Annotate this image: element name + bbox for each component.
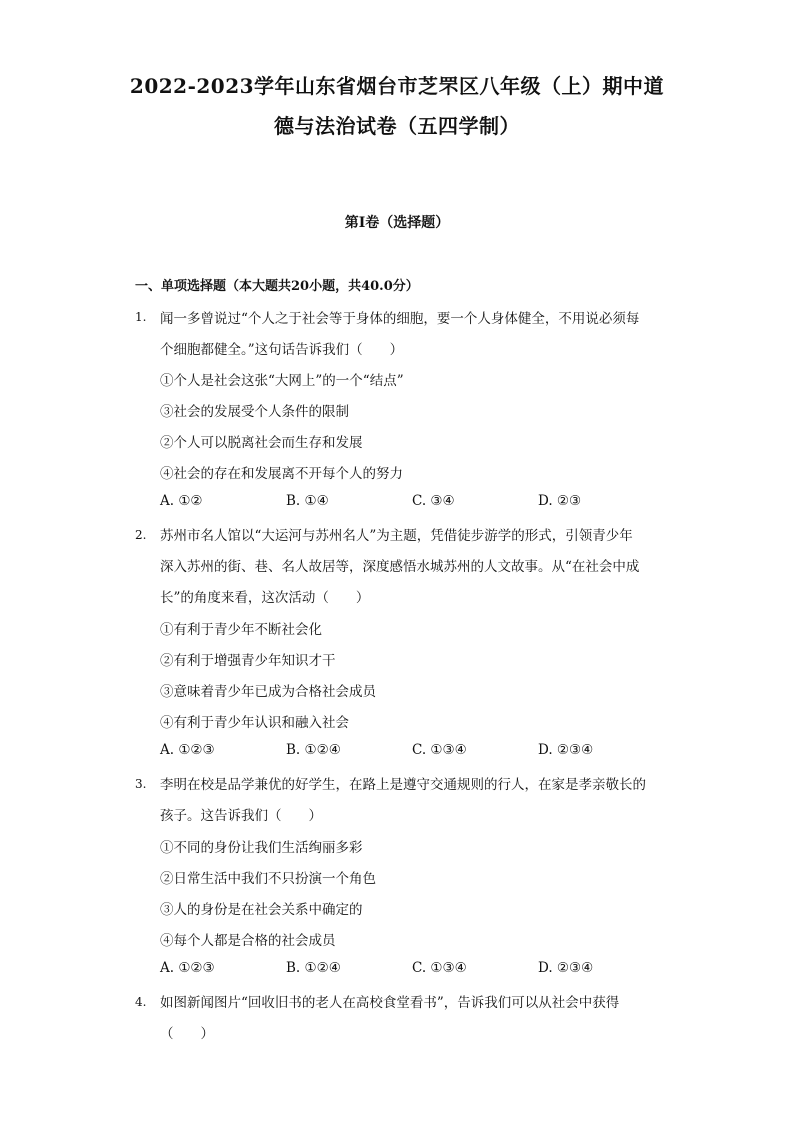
question-number: 1. xyxy=(135,310,147,324)
answer-option-a: A. ①②③ xyxy=(160,742,215,758)
question-item: ③人的身份是在社会关系中确定的 xyxy=(160,902,363,918)
question-item: ②日常生活中我们不只扮演一个角色 xyxy=(160,871,376,887)
document-title-line-2: 德与法治试卷（五四学制） xyxy=(274,114,520,138)
question-item: ④社会的存在和发展离不开每个人的努力 xyxy=(160,466,403,482)
question-stem-line: 闻一多曾说过“个人之于社会等于身体的细胞，要一个人身体健全，不用说必须每 xyxy=(160,311,640,327)
question-item: ④每个人都是合格的社会成员 xyxy=(160,933,336,949)
question-stem-line: 李明在校是品学兼优的好学生，在路上是遵守交通规则的行人，在家是孝亲敬长的 xyxy=(160,777,646,793)
question-number: 3. xyxy=(135,777,147,791)
question-stem-line: 苏州市名人馆以“大运河与苏州名人”为主题，凭借徒步游学的形式，引领青少年 xyxy=(160,528,633,544)
question-item: ②个人可以脱离社会而生存和发展 xyxy=(160,435,363,451)
question-stem-line: 孩子。这告诉我们（ ） xyxy=(160,808,322,824)
answer-option-b: B. ①④ xyxy=(286,493,329,509)
question-number: 4. xyxy=(135,995,147,1009)
answer-option-b: B. ①②④ xyxy=(286,960,341,976)
answer-option-c: C. ①③④ xyxy=(412,742,467,758)
question-item: ①个人是社会这张“大网上”的一个“结点” xyxy=(160,373,404,389)
question-stem-line: 长”的角度来看，这次活动（ ） xyxy=(160,590,370,606)
question-item: ②有利于增强青少年知识才干 xyxy=(160,653,336,669)
answer-option-b: B. ①②④ xyxy=(286,742,341,758)
answer-option-d: D. ②③④ xyxy=(538,742,594,758)
question-number: 2. xyxy=(135,528,147,542)
question-item: ③意味着青少年已成为合格社会成员 xyxy=(160,684,376,700)
question-stem-line: 个细胞都健全。”这句话告诉我们（ ） xyxy=(160,342,404,358)
answer-option-d: D. ②③④ xyxy=(538,960,594,976)
question-stem-line: 深入苏州的街、巷、名人故居等，深度感悟水城苏州的人文故事。从“在社会中成 xyxy=(160,559,640,575)
section-heading: 第I卷（选择题） xyxy=(344,215,450,231)
answer-option-a: A. ①②③ xyxy=(160,960,215,976)
answer-option-d: D. ②③ xyxy=(538,493,582,509)
document-title-line-1: 2022-2023学年山东省烟台市芝罘区八年级（上）期中道 xyxy=(129,74,665,98)
question-item: ③社会的发展受个人条件的限制 xyxy=(160,404,349,420)
question-item: ①有利于青少年不断社会化 xyxy=(160,622,322,638)
answer-option-c: C. ③④ xyxy=(412,493,455,509)
part-heading: 一、单项选择题（本大题共20小题，共40.0分） xyxy=(135,279,419,294)
answer-option-c: C. ①③④ xyxy=(412,960,467,976)
question-item: ①不同的身份让我们生活绚丽多彩 xyxy=(160,840,363,856)
question-item: ④有利于青少年认识和融入社会 xyxy=(160,715,349,731)
question-stem-line: 如图新闻图片“回收旧书的老人在高校食堂看书”，告诉我们可以从社会中获得 xyxy=(160,995,620,1011)
question-stem-line: （ ） xyxy=(160,1026,214,1042)
answer-option-a: A. ①② xyxy=(160,493,203,509)
